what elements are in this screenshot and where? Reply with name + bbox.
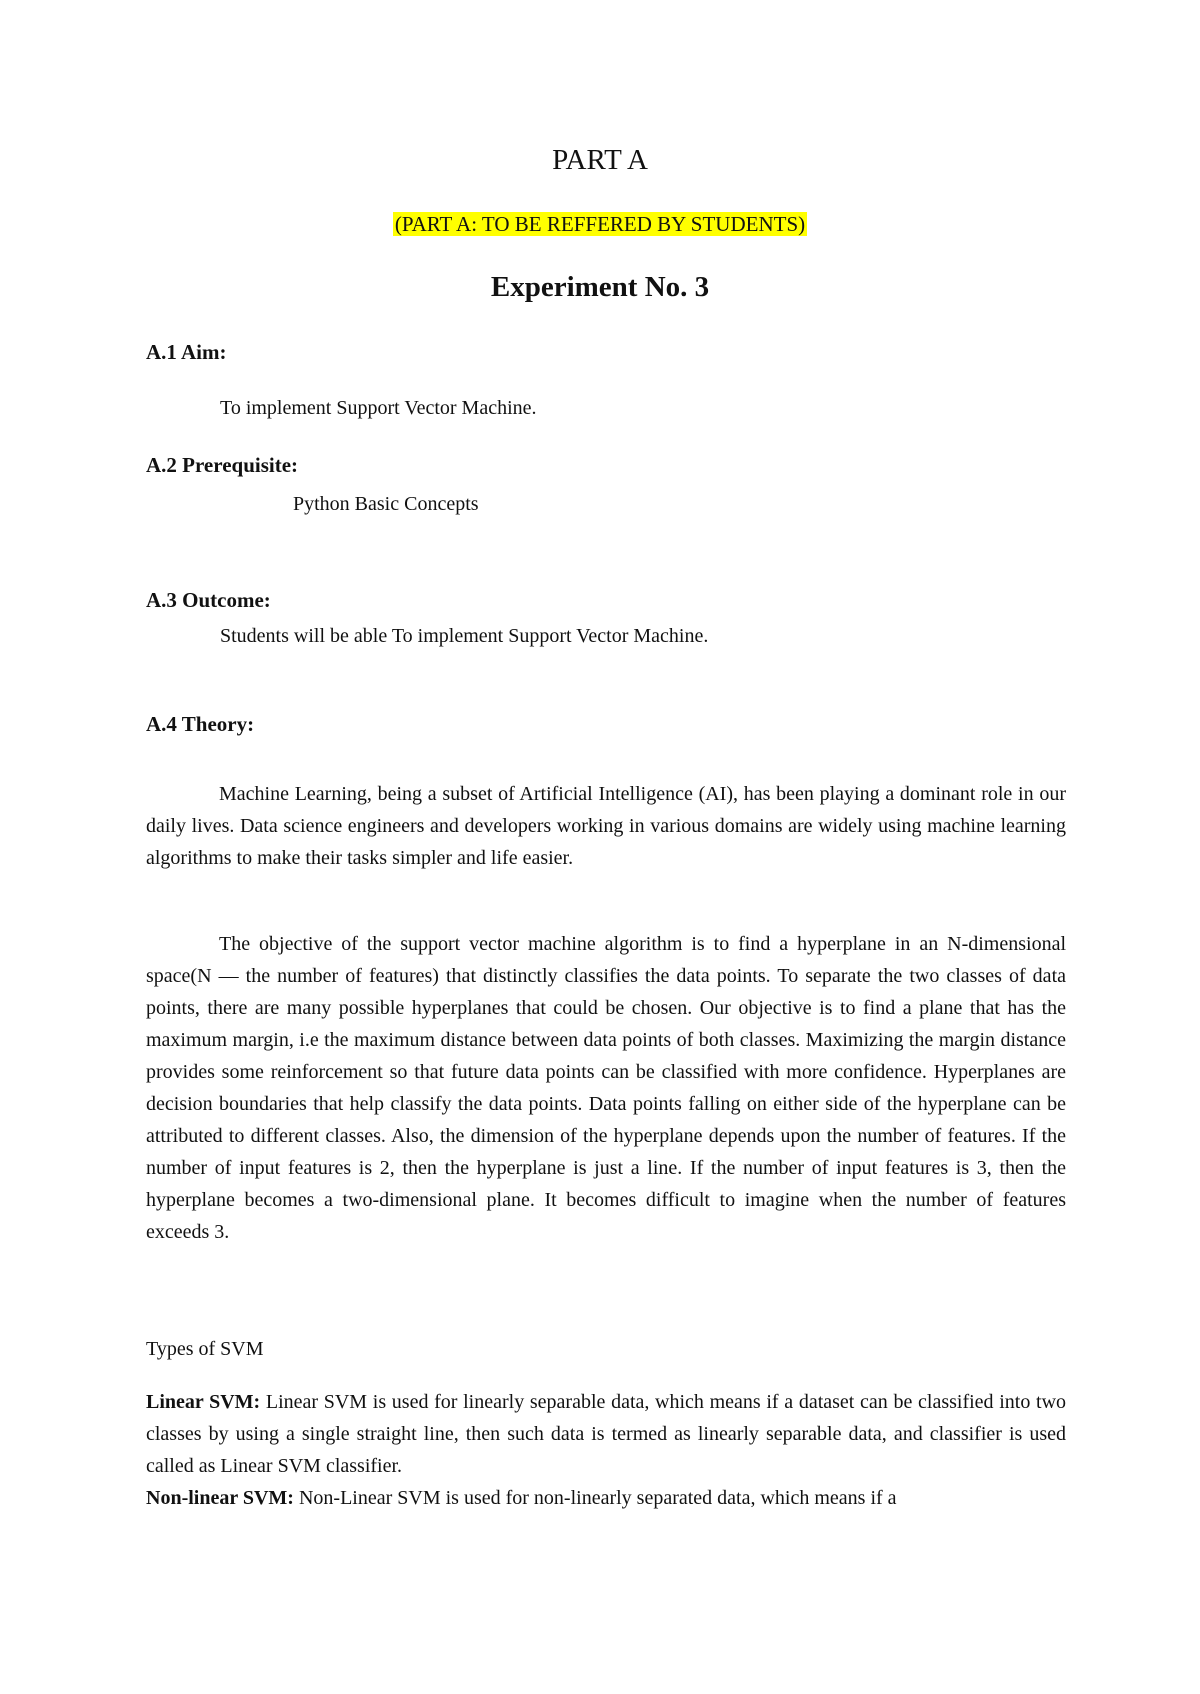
- subtitle: [0, 210, 1200, 238]
- highlighted-subtitle: (PART A: TO BE REFFERED BY STUDENTS): [394, 212, 806, 236]
- outcome-text: Students will be able To implement Support Vector Machine.: [220, 625, 709, 647]
- theory-paragraph-1: Machine Learning, being a subset of Artificial Intelligence (AI), has been playing a dominant role in our daily lives. Data science engineers and developers working in various domains are widely using machine learning algorithms to make their tasks simpler and life easier.: [146, 783, 1066, 869]
- aim-heading: A.1 Aim:: [146, 340, 227, 364]
- prerequisite-heading: A.2 Prerequisite:: [146, 453, 299, 477]
- linear-svm-label: Linear SVM:: [146, 1391, 261, 1413]
- aim-text: To implement Support Vector Machine.: [220, 397, 537, 419]
- theory-heading: A.4 Theory:: [146, 712, 255, 736]
- theory-paragraph-2: The objective of the support vector machine algorithm is to find a hyperplane in an N-dimensional space(N — the number of features) that distinctly classifies the data points. To separate the two classes of data points, there are many possible hyperplanes that could be chosen. Our objective is to find a plane that has the maximum margin, i.e the maximum distance between data points of both classes. Maximizing the margin distance provides some reinforcement so that future data points can be classified with more confidence. Hyperplanes are decision boundaries that help classify the data points. Data points falling on either side of the hyperplane can be attributed to different classes. Also, the dimension of the hyperplane depends upon the number of features. If the number of input features is 2, then the hyperplane is just a line. If the number of input features is 3, then the hyperplane becomes a two-dimensional plane. It becomes difficult to imagine when the number of features exceeds 3.: [146, 933, 1066, 1243]
- types-of-svm-heading: Types of SVM: [146, 1338, 264, 1360]
- nonlinear-svm-paragraph: Non-linear SVM: Non-Linear SVM is used for non-linearly separated data, which means if a: [146, 1487, 897, 1509]
- experiment-title: Experiment No. 3: [490, 271, 710, 303]
- prerequisite-text: Python Basic Concepts: [293, 493, 479, 515]
- linear-svm-paragraph: Linear SVM: Linear SVM is used for linearly separable data, which means if a dataset can be classified into two classes by using a single straight line, then such data is termed as linearly separable data, and classifier is used called as Linear SVM classifier.: [146, 1391, 1067, 1477]
- part-title: PART A: [552, 144, 648, 176]
- outcome-heading: A.3 Outcome:: [146, 588, 271, 612]
- nonlinear-svm-label: Non-linear SVM:: [146, 1487, 294, 1509]
